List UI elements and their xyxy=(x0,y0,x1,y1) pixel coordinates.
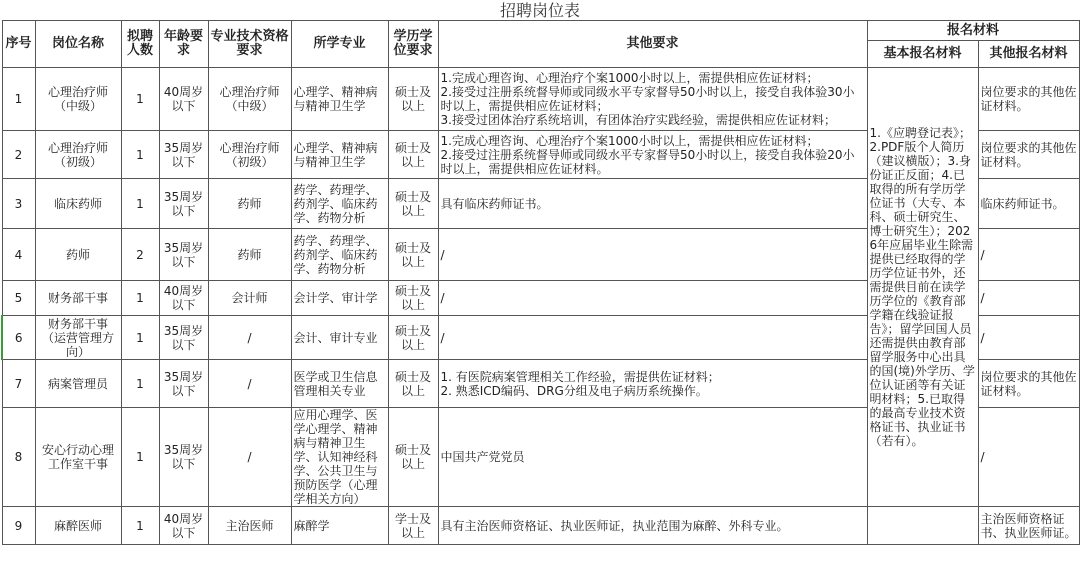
cell-seq: 9 xyxy=(2,507,35,545)
cell-seq: 3 xyxy=(2,179,35,229)
cell-other-requirements xyxy=(438,316,867,360)
cell-other-requirements xyxy=(438,360,867,408)
requirement-line: / xyxy=(440,247,445,262)
requirement-line: / xyxy=(440,291,445,305)
cell-age: 40周岁以下 xyxy=(159,68,208,131)
recruitment-table xyxy=(1,20,1080,545)
header-major: 所学专业 xyxy=(291,21,388,68)
cell-major: 会计学、审计学 xyxy=(291,281,388,316)
requirement-line: 2.接受过注册系统督导师或同级水平专家督导50小时以上，接受自我体验30小时以上，需提供相应佐证材料； xyxy=(440,85,855,113)
requirement-line: 具有临床药师证书。 xyxy=(440,196,549,211)
cell-major: 药学、药理学、药剂学、临床药学、药物分析 xyxy=(291,229,388,281)
cell-age: 40周岁以下 xyxy=(159,507,208,545)
cell-seq: 4 xyxy=(2,229,35,281)
requirement-line: 1.完成心理咨询、心理治疗个案1000小时以上，需提供相应佐证材料； xyxy=(440,71,819,85)
cell-major: 药学、药理学、药剂学、临床药学、药物分析 xyxy=(291,179,388,229)
cell-basic-materials-empty xyxy=(867,507,978,545)
cell-age: 35周岁以下 xyxy=(159,408,208,507)
cell-seq: 5 xyxy=(2,281,35,316)
cell-other-requirements xyxy=(438,179,867,229)
cell-qualification: / xyxy=(208,408,291,507)
cell-education: 硕士及以上 xyxy=(388,316,438,360)
table-title: 招聘岗位表 xyxy=(499,1,580,20)
cell-other-requirements xyxy=(438,408,867,507)
header-other-requirements: 其他要求 xyxy=(438,21,867,68)
cell-age: 40周岁以下 xyxy=(159,281,208,316)
header-count: 拟聘人数 xyxy=(121,21,159,68)
cell-other-requirements xyxy=(438,131,867,179)
requirement-line: 中国共产党党员 xyxy=(440,450,525,464)
cell-education: 学士及以上 xyxy=(388,507,438,545)
cell-education: 硕士及以上 xyxy=(388,179,438,229)
requirement-line: 1.完成心理咨询、心理治疗个案1000小时以上，需提供相应佐证材料； xyxy=(440,133,819,148)
cell-qualification: 药师 xyxy=(208,229,291,281)
header-age: 年龄要求 xyxy=(159,21,208,68)
cell-qualification: 心理治疗师（中级） xyxy=(208,68,291,131)
cell-education: 硕士及以上 xyxy=(388,408,438,507)
cell-position: 药师 xyxy=(35,229,121,281)
requirement-line: 具有主治医师资格证、执业医师证，执业范围为麻醉、外科专业。 xyxy=(440,518,789,533)
cell-qualification: 药师 xyxy=(208,179,291,229)
cell-major: 麻醉学 xyxy=(291,507,388,545)
cell-other-requirements xyxy=(438,281,867,316)
cell-count: 1 xyxy=(121,316,159,360)
cell-count: 1 xyxy=(121,360,159,408)
cell-position: 安心行动心理工作室干事 xyxy=(35,408,121,507)
cell-position: 心理治疗师（中级） xyxy=(35,68,121,131)
cell-count: 1 xyxy=(121,179,159,229)
header-seq: 序号 xyxy=(2,21,35,68)
cell-qualification: / xyxy=(208,360,291,408)
cell-other-requirements xyxy=(438,68,867,131)
cell-position: 财务部干事（运营管理方向） xyxy=(35,316,121,360)
cell-position: 心理治疗师（初级） xyxy=(35,131,121,179)
cell-extra-materials: 岗位要求的其他佐证材料。 xyxy=(978,360,1079,408)
cell-education: 硕士及以上 xyxy=(388,68,438,131)
table-body xyxy=(2,68,1079,545)
cell-major: 医学或卫生信息管理相关专业 xyxy=(291,360,388,408)
header-qualification: 专业技术资格要求 xyxy=(208,21,291,68)
cell-position: 财务部干事 xyxy=(35,281,121,316)
cell-count: 1 xyxy=(121,68,159,131)
cell-extra-materials: / xyxy=(978,408,1079,507)
cell-age: 35周岁以下 xyxy=(159,131,208,179)
cell-seq: 1 xyxy=(2,68,35,131)
cell-qualification: / xyxy=(208,316,291,360)
cell-education: 硕士及以上 xyxy=(388,360,438,408)
cell-seq: 6 xyxy=(2,316,35,360)
header-position: 岗位名称 xyxy=(35,21,121,68)
cell-qualification: 会计师 xyxy=(208,281,291,316)
cell-major: 会计、审计专业 xyxy=(291,316,388,360)
header-basic-materials: 基本报名材料 xyxy=(867,41,978,68)
cell-count: 1 xyxy=(121,131,159,179)
cell-age: 35周岁以下 xyxy=(159,229,208,281)
cell-extra-materials: / xyxy=(978,316,1079,360)
header-education: 学历学位要求 xyxy=(388,21,438,68)
header-materials: 报名材料 xyxy=(867,21,1079,41)
cell-extra-materials: 岗位要求的其他佐证材料。 xyxy=(978,131,1079,179)
cell-extra-materials: 临床药师证书。 xyxy=(978,179,1079,229)
cell-count: 1 xyxy=(121,281,159,316)
cell-basic-materials: 1.《应聘登记表》；2.PDF版个人简历（建议横版）；3.身份证正反面；4.已取得的所有学历学位证书（大专、本科、硕士研究生、博士研究生）；2026年应届毕业生除需提供已经取得的学历学位证书外，还需提供目前在读学历学位的《教育部学籍在线验证报告》；留学回国人员还需提供由教育部留学服务中心出具的国(境)外学历、学位认证函等有关证明材料；5.已取得的最高专业技术资格证书、执业证书（若有）。 xyxy=(867,68,978,507)
requirement-line: 2. 熟悉ICD编码、DRG分组及电子病历系统操作。 xyxy=(440,383,708,398)
cell-other-requirements xyxy=(438,507,867,545)
cell-count: 1 xyxy=(121,408,159,507)
header-extra-materials: 其他报名材料 xyxy=(978,41,1079,68)
cell-count: 2 xyxy=(121,229,159,281)
table-row xyxy=(2,507,1079,545)
cell-extra-materials: 岗位要求的其他佐证材料。 xyxy=(978,68,1079,131)
cell-extra-materials: / xyxy=(978,229,1079,281)
cell-position: 麻醉医师 xyxy=(35,507,121,545)
requirement-line: 2.接受过注册系统督导师或同级水平专家督导50小时以上，接受自我体验20小时以上，需提供相应佐证材料。 xyxy=(440,147,855,176)
cell-extra-materials: 主治医师资格证书、执业医师证。 xyxy=(978,507,1079,545)
cell-seq: 8 xyxy=(2,408,35,507)
cell-position: 病案管理员 xyxy=(35,360,121,408)
cell-count: 1 xyxy=(121,507,159,545)
cell-position: 临床药师 xyxy=(35,179,121,229)
cell-qualification: 心理治疗师（初级） xyxy=(208,131,291,179)
cell-seq: 2 xyxy=(2,131,35,179)
requirement-line: 3.接受过团体治疗系统培训，有团体治疗实践经验，需提供相应佐证材料； xyxy=(440,113,836,127)
table-row xyxy=(2,68,1079,131)
cell-major: 应用心理学、医学心理学、精神病与精神卫生学、认知神经科学、公共卫生与预防医学（心理学相关方向） xyxy=(291,408,388,507)
cell-major: 心理学、精神病与精神卫生学 xyxy=(291,131,388,179)
cell-qualification: 主治医师 xyxy=(208,507,291,545)
cell-age: 35周岁以下 xyxy=(159,360,208,408)
cell-education: 硕士及以上 xyxy=(388,131,438,179)
cell-seq: 7 xyxy=(2,360,35,408)
cell-extra-materials: / xyxy=(978,281,1079,316)
cell-education: 硕士及以上 xyxy=(388,281,438,316)
requirement-line: 1. 有医院病案管理相关工作经验，需提供佐证材料； xyxy=(440,369,720,384)
cell-major: 心理学、精神病与精神卫生学 xyxy=(291,68,388,131)
cell-age: 35周岁以下 xyxy=(159,316,208,360)
cell-age: 35周岁以下 xyxy=(159,179,208,229)
cell-education: 硕士及以上 xyxy=(388,229,438,281)
cell-other-requirements xyxy=(438,229,867,281)
requirement-line: / xyxy=(440,330,445,345)
